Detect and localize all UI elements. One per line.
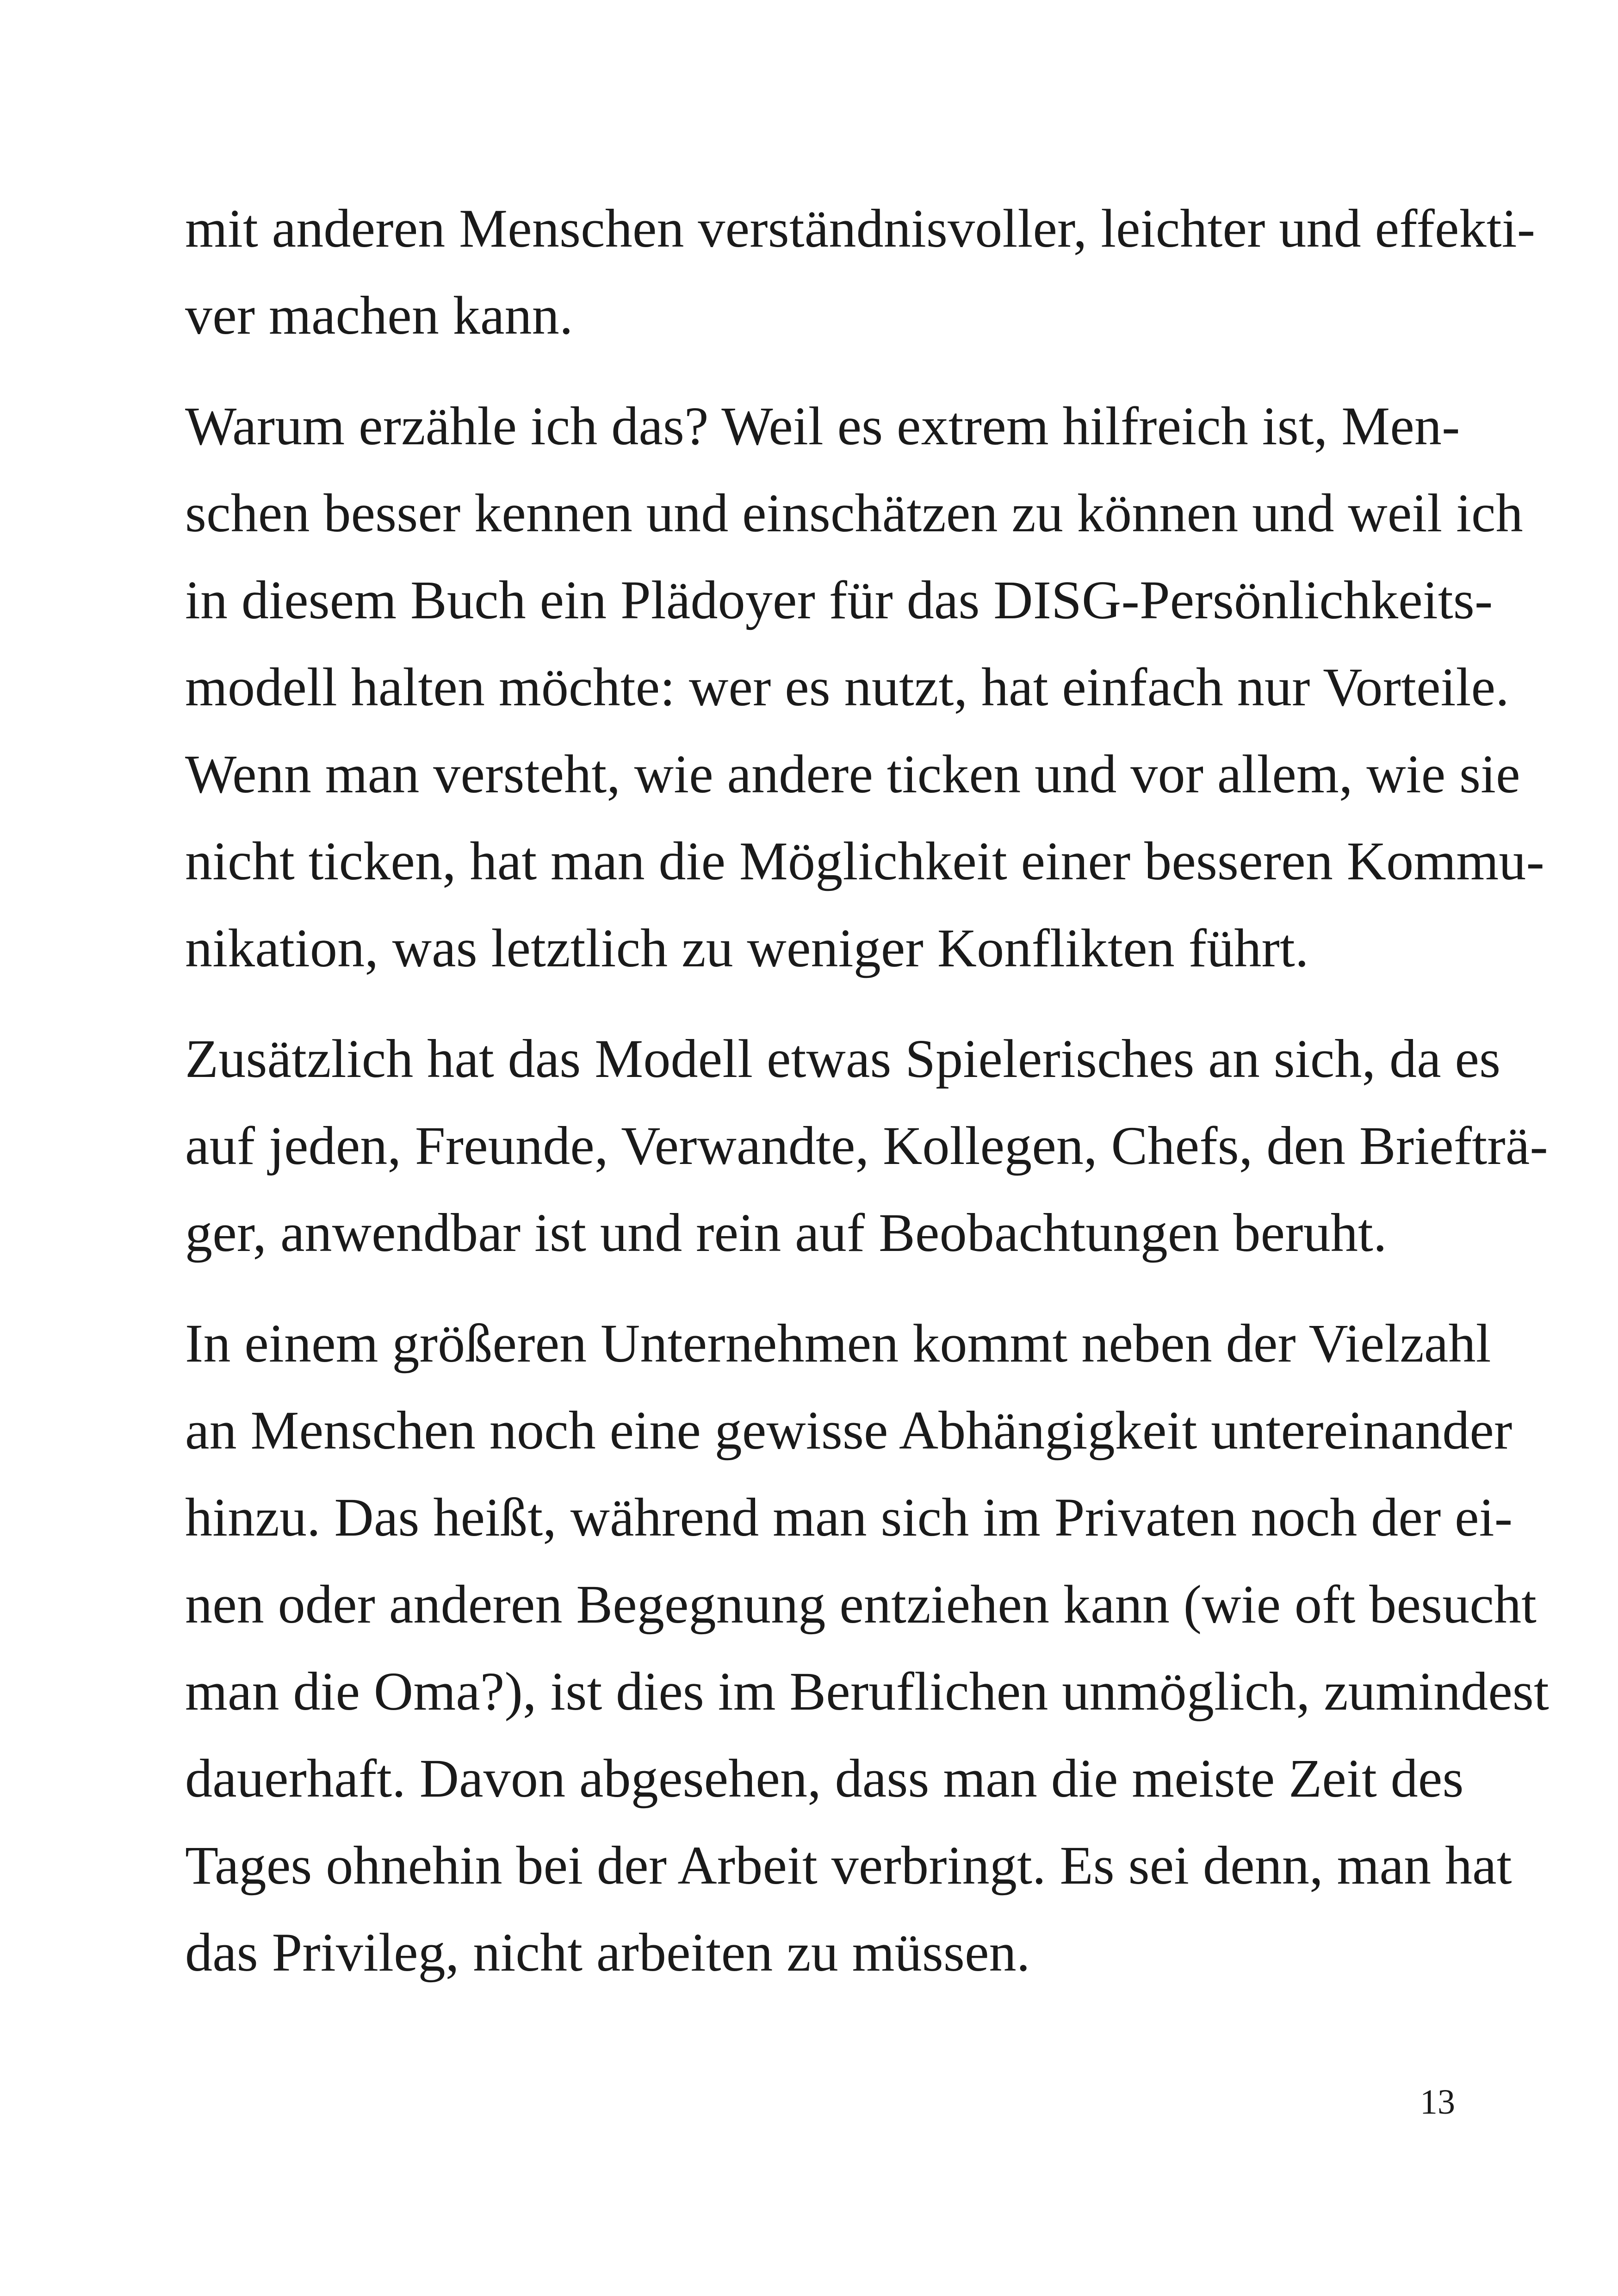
text-line: nikation, was letztlich zu weniger Konflikten führt. bbox=[185, 918, 1309, 978]
text-line: Warum erzähle ich das? Weil es extrem hilfreich ist, Men- bbox=[185, 396, 1460, 456]
body-text bbox=[185, 185, 1550, 1996]
text-line: dauerhaft. Davon abgesehen, dass man die meiste Zeit des bbox=[185, 1748, 1464, 1809]
text-line: ver machen kann. bbox=[185, 285, 573, 346]
text-line: nicht ticken, hat man die Möglichkeit einer besseren Kommu- bbox=[185, 831, 1545, 891]
paragraph-2 bbox=[185, 383, 1545, 992]
paragraph-3 bbox=[185, 1015, 1548, 1276]
text-line: in diesem Buch ein Plädoyer für das DISG-Persönlichkeits- bbox=[185, 570, 1493, 630]
text-line: auf jeden, Freunde, Verwandte, Kollegen, Chefs, den Briefträ- bbox=[185, 1115, 1548, 1176]
page-number: 13 bbox=[1420, 2083, 1455, 2122]
text-line: nen oder anderen Begegnung entziehen kann (wie oft besucht bbox=[185, 1574, 1537, 1635]
text-line: hinzu. Das heißt, während man sich im Privaten noch der ei- bbox=[185, 1487, 1513, 1548]
text-line: schen besser kennen und einschätzen zu können und weil ich bbox=[185, 483, 1523, 543]
paragraph-spacing bbox=[185, 1276, 1462, 1300]
paragraph-4 bbox=[185, 1300, 1550, 1996]
text-line: an Menschen noch eine gewisse Abhängigkeit untereinander bbox=[185, 1400, 1513, 1461]
text-line: modell halten möchte: wer es nutzt, hat einfach nur Vorteile. bbox=[185, 657, 1509, 717]
text-line: ger, anwendbar ist und rein auf Beobachtungen beruht. bbox=[185, 1202, 1387, 1263]
text-line: man die Oma?), ist dies im Beruflichen unmöglich, zumindest bbox=[185, 1661, 1550, 1722]
text-line: mit anderen Menschen verständnisvoller, leichter und effekti- bbox=[185, 198, 1536, 259]
paragraph-spacing bbox=[185, 992, 1462, 1015]
paragraph-1 bbox=[185, 185, 1536, 359]
paragraph-spacing bbox=[185, 359, 1462, 383]
text-line: Zusätzlich hat das Modell etwas Spielerisches an sich, da es bbox=[185, 1028, 1501, 1089]
text-line: das Privileg, nicht arbeiten zu müssen. bbox=[185, 1922, 1030, 1983]
text-line: Wenn man versteht, wie andere ticken und vor allem, wie sie bbox=[185, 744, 1520, 804]
text-line: Tages ohnehin bei der Arbeit verbringt. Es sei denn, man hat bbox=[185, 1835, 1512, 1896]
text-line: In einem größeren Unternehmen kommt neben der Vielzahl bbox=[185, 1313, 1491, 1374]
